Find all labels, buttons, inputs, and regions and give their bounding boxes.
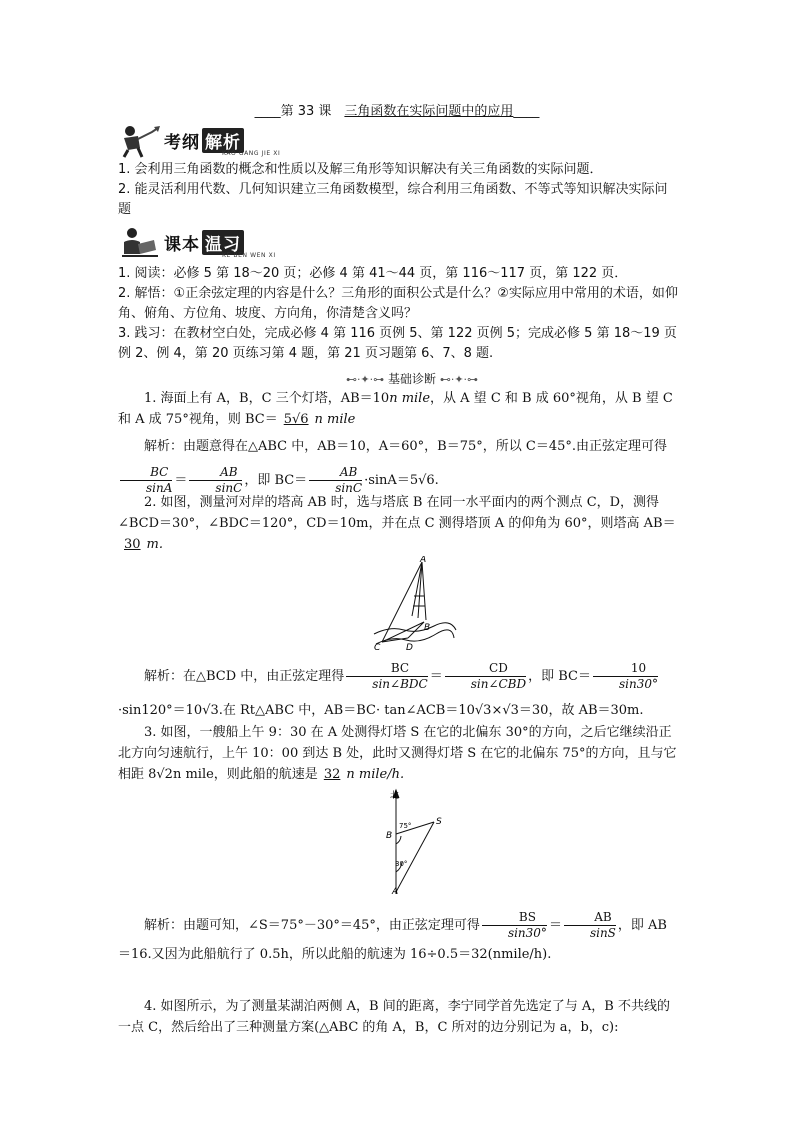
problem-4 xyxy=(118,996,678,1038)
fraction: $\frac{CD}{\text{sin∠CBD}}$ xyxy=(445,661,526,692)
reader-figure-icon xyxy=(118,226,162,260)
problem-1-stem: 1. 海面上有 A，B，C 三个灯塔，AB＝10n mile，从 A 望 C 和 B 成 60°视角，从 B 望 C 和 A 成 75°视角，则 BC＝ 5√6 n mile xyxy=(118,391,673,427)
runner-figure-icon xyxy=(118,124,162,158)
page-title: ____第 33 课 三角函数在实际问题中的应用____ xyxy=(254,104,540,119)
keben-pinyin: KE BEN WEN XI xyxy=(222,252,276,259)
ornament-left-icon: ⊷·✦·⊶ xyxy=(345,373,385,386)
problem-3-solution: 解析：由题可知，∠S＝75°－30°＝45°，由正弦定理可得 $\frac{BS}{\sin 30^\circ}$ ＝ $\frac{AB}{\sin S}$ ，即 AB＝16.又因为此船航行了 0.5h，所以此船的航速为 16÷0.5＝32(nmile/h). xyxy=(118,910,667,962)
label-B: B xyxy=(424,623,431,633)
fraction: $\frac{BC}{\sin A}$ xyxy=(120,465,172,496)
fraction: $\frac{AB}{\sin S}$ xyxy=(564,910,616,941)
keben-item-3: 3. 践习：在教材空白处，完成必修 4 第 116 页例 5、第 122 页例 5；完成必修 5 第 18～19 页例 2、例 4，第 20 页练习第 4 题，第 21 页习题第 6、7、8 题. xyxy=(118,326,677,361)
fraction: $\frac{10}{\sin 30^\circ}$ xyxy=(593,661,658,692)
problem-3-stem: 3. 如图，一艘船上午 9：30 在 A 处测得灯塔 S 在它的北偏东 30°的方向，之后它继续沿正北方向匀速航行，上午 10：00 到达 B 处，此时又测得灯塔 S 在它的北偏东 75°的方向，且与它相距 8√2n mile，则此船的航速是 32 n mile/h. xyxy=(118,725,677,782)
label-S: S xyxy=(436,817,442,827)
fraction: $\frac{BS}{\sin 30^\circ}$ xyxy=(482,910,547,941)
problem-1-solution: 解析：由题意得在△ABC 中，AB＝10，A＝60°，B＝75°，所以 C＝45°.由正弦定理可得 $\frac{BC}{\sin A}$ ＝ $\frac{AB}{\sin C}$ ，即 BC＝ $\frac{AB}{\sin C}$ ·sinA＝5√6. xyxy=(118,430,678,498)
navigation-figure xyxy=(376,788,456,896)
label-75deg: 75° xyxy=(399,822,412,830)
label-C: C xyxy=(374,643,381,652)
section-divider-label: 基础诊断 xyxy=(387,372,436,386)
problem-2-stem: 2. 如图，测量河对岸的塔高 AB 时，选与塔底 B 在同一水平面内的两个测点 C，D，测得∠BCD＝30°，∠BDC＝120°，CD＝10m，并在点 C 测得塔顶 A 的仰角为 60°，则塔高 AB＝30 m. xyxy=(118,495,676,552)
keben-list xyxy=(118,264,678,364)
kaogang-item-2: 2. 能灵活利用代数、几何知识建立三角函数模型，综合利用三角函数、不等式等知识解决实际问题 xyxy=(118,182,668,217)
problem-3-answer: 32 xyxy=(323,767,341,782)
keben-title: 课本 温习 xyxy=(164,230,244,255)
kaogang-title: 考纲 解析 xyxy=(164,128,244,153)
title-main: 三角函数在实际问题中的应用 xyxy=(344,104,514,119)
problem-4-stem: 4. 如图所示，为了测量某湖泊两侧 A，B 间的距离，李宁同学首先选定了与 A，B 不共线的一点 C，然后给出了三种测量方案(△ABC 的角 A，B，C 所对的边分别记为 a，b，c): xyxy=(118,999,670,1035)
problem-1 xyxy=(118,388,678,498)
fraction: $\frac{BC}{\text{sin∠BDC}}$ xyxy=(346,661,427,692)
fraction: $\frac{AB}{\sin C}$ xyxy=(309,465,362,496)
label-A: A xyxy=(392,887,399,896)
kaogang-list xyxy=(118,160,678,220)
keben-item-1: 1. 阅读：必修 5 第 18～20 页；必修 4 第 41～44 页，第 116～117 页，第 122 页． xyxy=(118,266,628,281)
label-B: B xyxy=(386,831,393,841)
keben-banner xyxy=(118,226,418,260)
label-D: D xyxy=(406,643,413,652)
section-divider xyxy=(330,370,494,387)
ornament-right-icon: ⊷·✦·⊶ xyxy=(439,373,479,386)
fraction: $\frac{AB}{\sin C}$ xyxy=(189,465,242,496)
problem-2-solution: 解析：在△BCD 中，由正弦定理得 $\frac{BC}{\text{sin∠BDC}}$ ＝ $\frac{CD}{\text{sin∠CBD}}$ ，即 BC＝ $\frac{10}{\sin 30^\circ}$ ·sin120°＝10√3.在 Rt△ABC 中，AB＝BC· tan∠ACB＝10√3×√3＝30，故 AB＝30m. xyxy=(118,661,658,718)
label-30deg: 30° xyxy=(395,860,408,868)
keben-item-2: 2. 解悟：①正余弦定理的内容是什么？三角形的面积公式是什么？②实际应用中常用的术语，如仰角、俯角、方位角、坡度、方向角，你清楚含义吗？ xyxy=(118,286,678,321)
kaogang-banner xyxy=(118,124,418,158)
problem-2-answer: 30 xyxy=(124,537,141,552)
label-north: 北 xyxy=(390,791,400,801)
problem-1-answer: 5√6 xyxy=(283,412,309,427)
tower-figure xyxy=(370,556,460,652)
problem-2 xyxy=(118,492,678,555)
kaogang-item-1: 1. 会利用三角函数的概念和性质以及解三角形等知识解决有关三角函数的实际问题． xyxy=(118,162,603,177)
kaogang-pinyin: KAO GANG JIE XI xyxy=(222,150,281,157)
label-A: A xyxy=(420,556,427,565)
problem-3 xyxy=(118,722,678,785)
